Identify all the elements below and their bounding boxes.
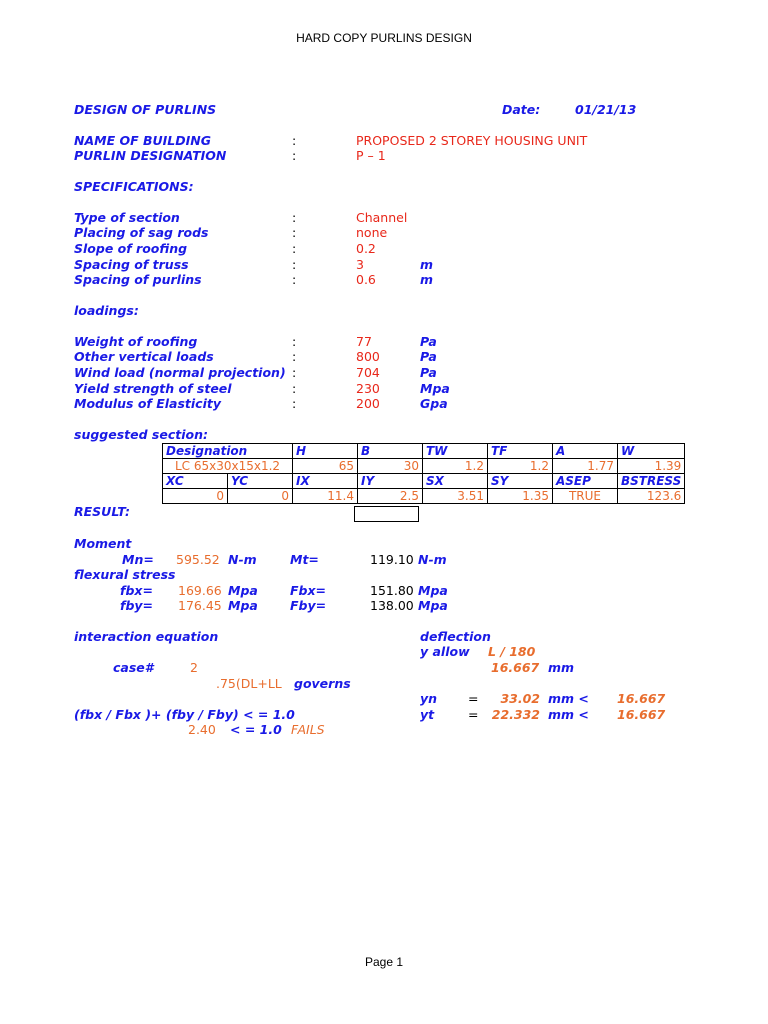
colon: : <box>292 225 297 240</box>
building-label: NAME OF BUILDING <box>74 133 212 148</box>
loading-label: Modulus of Elasticity <box>74 396 222 411</box>
yt-value: 22.332 <box>491 707 540 722</box>
spec-value: none <box>356 225 388 240</box>
colon: : <box>292 334 297 349</box>
governs-label: governs <box>294 676 351 691</box>
colon: : <box>292 148 297 163</box>
table-header: TF <box>488 444 553 459</box>
fby-value: 176.45 <box>178 598 222 613</box>
table-cell: 0 <box>163 489 228 504</box>
table-row <box>163 459 685 474</box>
loading-unit: Pa <box>420 365 437 380</box>
table-header: W <box>618 444 685 459</box>
suggested-heading: suggested section: <box>74 427 208 442</box>
date-label: Date: <box>502 102 541 117</box>
spec-label: Type of section <box>74 210 180 225</box>
moment-heading: Moment <box>74 536 132 551</box>
flexural-heading: flexural stress <box>74 567 176 582</box>
interaction-result: 2.40 <box>188 722 216 737</box>
purlin-value: P – 1 <box>356 148 386 163</box>
yn-value: 33.02 <box>500 691 540 706</box>
load-combination: .75(DL+LL <box>216 676 282 691</box>
interaction-heading: interaction equation <box>74 629 219 644</box>
yn-unit: mm < <box>548 691 589 706</box>
yn-eq: = <box>468 691 479 706</box>
table-cell: LC 65x30x15x1.2 <box>163 459 293 474</box>
loading-value: 77 <box>356 334 372 349</box>
table-header: H <box>293 444 358 459</box>
table-header: IY <box>358 474 423 489</box>
table-row <box>163 444 685 459</box>
allow-unit: mm <box>548 660 575 675</box>
fbx-value: 169.66 <box>178 583 222 598</box>
mt-label: Mt= <box>290 552 319 567</box>
mt-value: 119.10 <box>370 552 414 567</box>
table-header: B <box>358 444 423 459</box>
mn-unit: N-m <box>228 552 257 567</box>
fbx-unit: Mpa <box>228 583 258 598</box>
yt-unit: mm < <box>548 707 589 722</box>
colon: : <box>292 133 297 148</box>
table-header: Designation <box>163 444 293 459</box>
page-header: HARD COPY PURLINS DESIGN <box>296 31 472 45</box>
table-cell: 30 <box>358 459 423 474</box>
colon: : <box>292 257 297 272</box>
colon: : <box>292 365 297 380</box>
loading-unit: Gpa <box>420 396 448 411</box>
colon: : <box>292 381 297 396</box>
loading-label: Weight of roofing <box>74 334 198 349</box>
Fby-value: 138.00 <box>370 598 414 613</box>
case-label: case# <box>113 660 154 675</box>
table-header: A <box>553 444 618 459</box>
loading-value: 230 <box>356 381 380 396</box>
empty-cell-box <box>354 506 419 522</box>
loadings-heading: loadings: <box>74 303 139 318</box>
table-cell: 2.5 <box>358 489 423 504</box>
loading-label: Wind load (normal projection) <box>74 365 286 380</box>
colon: : <box>292 349 297 364</box>
Fby-label: Fby= <box>290 598 327 613</box>
yt-label: yt <box>420 707 435 722</box>
mn-label: Mn= <box>122 552 154 567</box>
building-value: PROPOSED 2 STOREY HOUSING UNIT <box>356 133 588 148</box>
spec-value: Channel <box>356 210 408 225</box>
table-cell: 0 <box>228 489 293 504</box>
table-cell: 65 <box>293 459 358 474</box>
spec-label: Spacing of purlins <box>74 272 202 287</box>
Fbx-unit: Mpa <box>418 583 448 598</box>
table-header: BSTRESS <box>618 474 685 489</box>
result-heading: RESULT: <box>74 504 131 519</box>
fbx-label: fbx= <box>120 583 153 598</box>
yt-eq: = <box>468 707 479 722</box>
date-value: 01/21/13 <box>575 102 637 117</box>
loading-label: Other vertical loads <box>74 349 214 364</box>
spec-unit: m <box>420 257 434 272</box>
loading-unit: Mpa <box>420 381 450 396</box>
page-footer: Page 1 <box>364 955 404 969</box>
verdict-badge: FAILS <box>291 722 325 737</box>
loading-unit: Pa <box>420 334 437 349</box>
purlin-label: PURLIN DESIGNATION <box>74 148 227 163</box>
table-row <box>163 474 685 489</box>
colon: : <box>292 272 297 287</box>
table-row <box>163 489 685 504</box>
spec-label: Slope of roofing <box>74 241 188 256</box>
mn-value: 595.52 <box>176 552 220 567</box>
colon: : <box>292 396 297 411</box>
yallow-value: L / 180 <box>488 644 536 659</box>
yallow-label: y allow <box>420 644 470 659</box>
Fbx-value: 151.80 <box>370 583 414 598</box>
spec-value: 0.6 <box>356 272 376 287</box>
spec-value: 3 <box>356 257 364 272</box>
table-header: XC <box>163 474 228 489</box>
table-header: YC <box>228 474 293 489</box>
interaction-equation: (fbx / Fbx )+ (fby / Fby) < = 1.0 <box>74 707 295 722</box>
yn-label: yn <box>420 691 438 706</box>
specs-heading: SPECIFICATIONS: <box>74 179 194 194</box>
table-cell: 123.6 <box>618 489 685 504</box>
yt-limit: 16.667 <box>617 707 666 722</box>
table-cell: 1.35 <box>488 489 553 504</box>
colon: : <box>292 210 297 225</box>
table-cell: 1.39 <box>618 459 685 474</box>
table-header: TW <box>423 444 488 459</box>
case-value: 2 <box>190 660 198 675</box>
table-header: ASEP <box>553 474 618 489</box>
mt-unit: N-m <box>418 552 447 567</box>
loading-label: Yield strength of steel <box>74 381 232 396</box>
yn-limit: 16.667 <box>617 691 666 706</box>
table-cell: TRUE <box>553 489 618 504</box>
interaction-rhs: < = 1.0 <box>230 722 282 737</box>
table-header: SX <box>423 474 488 489</box>
table-cell: 1.2 <box>488 459 553 474</box>
section-table <box>162 443 685 504</box>
colon: : <box>292 241 297 256</box>
allow-value: 16.667 <box>491 660 540 675</box>
table-cell: 1.2 <box>423 459 488 474</box>
spec-value: 0.2 <box>356 241 376 256</box>
table-header: IX <box>293 474 358 489</box>
Fbx-label: Fbx= <box>290 583 327 598</box>
loading-value: 704 <box>356 365 380 380</box>
deflection-heading: deflection <box>420 629 491 644</box>
fby-label: fby= <box>120 598 154 613</box>
table-cell: 1.77 <box>553 459 618 474</box>
spec-label: Spacing of truss <box>74 257 189 272</box>
page-title: DESIGN OF PURLINS <box>74 102 217 117</box>
table-cell: 3.51 <box>423 489 488 504</box>
table-header: SY <box>488 474 553 489</box>
spec-unit: m <box>420 272 434 287</box>
loading-value: 200 <box>356 396 380 411</box>
spec-label: Placing of sag rods <box>74 225 209 240</box>
loading-unit: Pa <box>420 349 437 364</box>
fby-unit: Mpa <box>228 598 258 613</box>
Fby-unit: Mpa <box>418 598 448 613</box>
loading-value: 800 <box>356 349 380 364</box>
table-cell: 11.4 <box>293 489 358 504</box>
